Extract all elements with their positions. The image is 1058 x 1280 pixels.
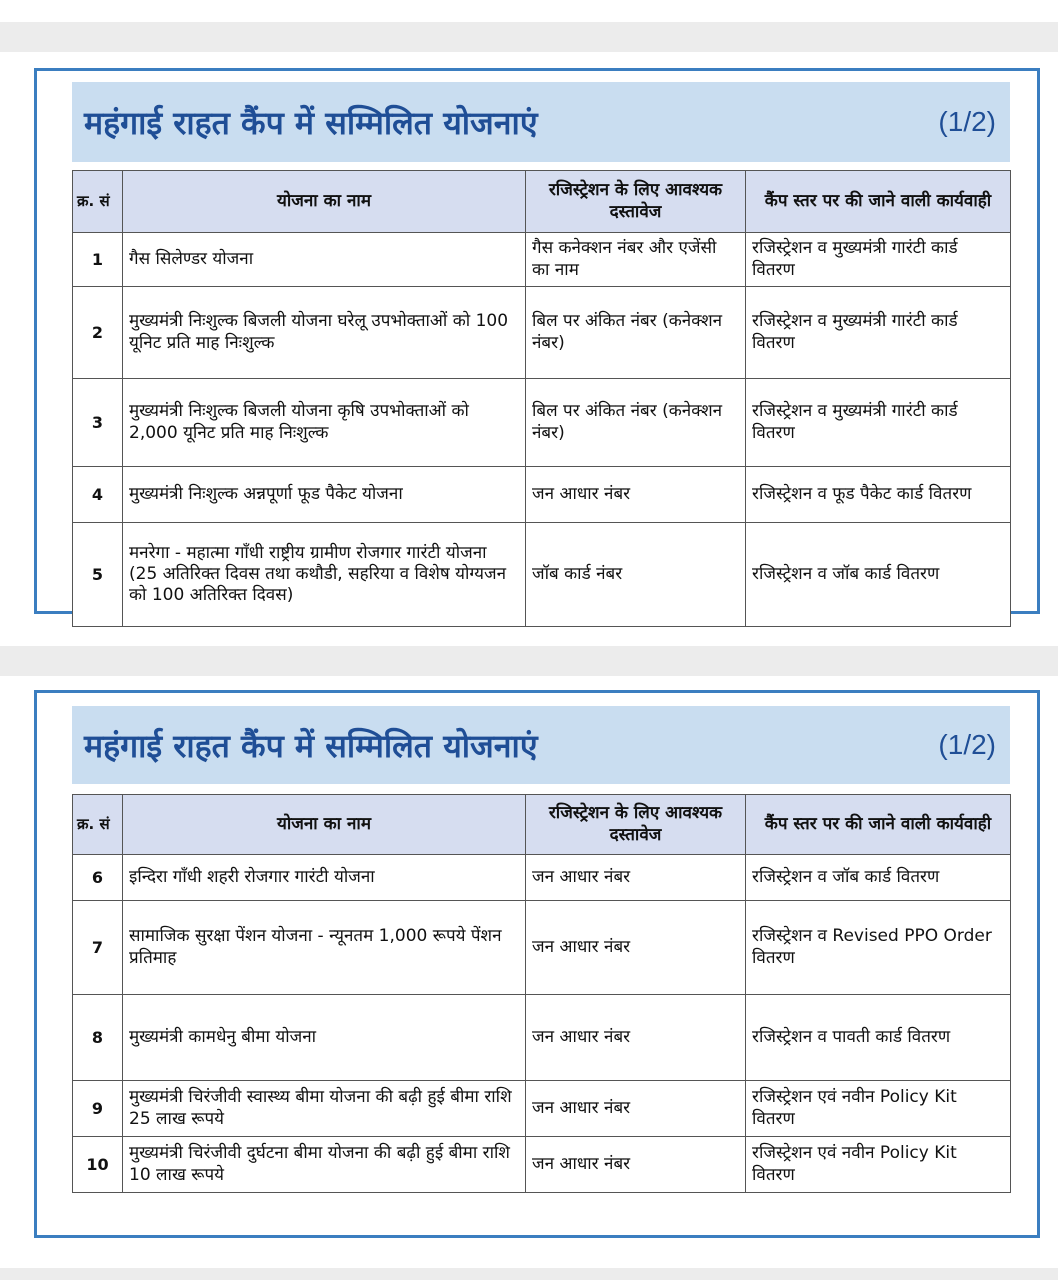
row-serial-no: 1 — [73, 233, 123, 287]
row-scheme-name: मुख्यमंत्री निःशुल्क अन्नपूर्णा फूड पैकेट योजना — [123, 467, 526, 523]
row-camp-action: रजिस्ट्रेशन व पावती कार्ड वितरण — [746, 995, 1011, 1081]
table-row — [73, 995, 1011, 1081]
table-row — [73, 379, 1011, 467]
row-required-documents: जन आधार नंबर — [526, 467, 746, 523]
row-camp-action: रजिस्ट्रेशन व मुख्यमंत्री गारंटी कार्ड वितरण — [746, 379, 1011, 467]
row-serial-no: 9 — [73, 1081, 123, 1137]
slide-1-title: महंगाई राहत कैंप में सम्मिलित योजनाएं — [84, 103, 538, 142]
row-required-documents: जन आधार नंबर — [526, 901, 746, 995]
row-camp-action: रजिस्ट्रेशन व जॉब कार्ड वितरण — [746, 855, 1011, 901]
row-required-documents: जॉब कार्ड नंबर — [526, 523, 746, 627]
row-scheme-name: गैस सिलेण्डर योजना — [123, 233, 526, 287]
row-required-documents: जन आधार नंबर — [526, 1081, 746, 1137]
row-camp-action: रजिस्ट्रेशन व फूड पैकेट कार्ड वितरण — [746, 467, 1011, 523]
slide-1-page-indicator: (1/2) — [938, 106, 996, 137]
row-camp-action: रजिस्ट्रेशन व Revised PPO Order वितरण — [746, 901, 1011, 995]
row-required-documents: जन आधार नंबर — [526, 1137, 746, 1193]
row-scheme-name: मुख्यमंत्री कामधेनु बीमा योजना — [123, 995, 526, 1081]
row-scheme-name: सामाजिक सुरक्षा पेंशन योजना - न्यूनतम 1,000 रूपये पेंशन प्रतिमाह — [123, 901, 526, 995]
table-row — [73, 855, 1011, 901]
row-required-documents: बिल पर अंकित नंबर (कनेक्शन नंबर) — [526, 287, 746, 379]
separator-top — [0, 22, 1058, 52]
row-serial-no: 7 — [73, 901, 123, 995]
row-required-documents: बिल पर अंकित नंबर (कनेक्शन नंबर) — [526, 379, 746, 467]
table-row — [73, 1081, 1011, 1137]
row-camp-action: रजिस्ट्रेशन व जॉब कार्ड वितरण — [746, 523, 1011, 627]
row-camp-action: रजिस्ट्रेशन एवं नवीन Policy Kit वितरण — [746, 1081, 1011, 1137]
row-camp-action: रजिस्ट्रेशन व मुख्यमंत्री गारंटी कार्ड वितरण — [746, 287, 1011, 379]
row-scheme-name: मुख्यमंत्री चिरंजीवी दुर्घटना बीमा योजना की बढ़ी हुई बीमा राशि 10 लाख रूपये — [123, 1137, 526, 1193]
schemes-table-2 — [72, 794, 1011, 1193]
row-camp-action: रजिस्ट्रेशन एवं नवीन Policy Kit वितरण — [746, 1137, 1011, 1193]
row-required-documents: गैस कनेक्शन नंबर और एजेंसी का नाम — [526, 233, 746, 287]
header-camp-action: कैंप स्तर पर की जाने वाली कार्यवाही — [746, 795, 1011, 855]
row-serial-no: 6 — [73, 855, 123, 901]
table-row — [73, 467, 1011, 523]
row-scheme-name: मुख्यमंत्री निःशुल्क बिजली योजना कृषि उपभोक्ताओं को 2,000 यूनिट प्रति माह निःशुल्क — [123, 379, 526, 467]
table-row — [73, 901, 1011, 995]
header-scheme-name: योजना का नाम — [123, 795, 526, 855]
header-camp-action: कैंप स्तर पर की जाने वाली कार्यवाही — [746, 171, 1011, 233]
table-row — [73, 1137, 1011, 1193]
row-scheme-name: इन्दिरा गाँधी शहरी रोजगार गारंटी योजना — [123, 855, 526, 901]
header-scheme-name: योजना का नाम — [123, 171, 526, 233]
row-serial-no: 4 — [73, 467, 123, 523]
row-required-documents: जन आधार नंबर — [526, 855, 746, 901]
table-header-row — [73, 171, 1011, 233]
row-serial-no: 2 — [73, 287, 123, 379]
separator-bottom — [0, 1268, 1058, 1280]
slide-2-banner — [72, 706, 1010, 784]
header-serial-no: क्र. सं — [73, 795, 123, 855]
row-serial-no: 8 — [73, 995, 123, 1081]
separator-middle — [0, 646, 1058, 676]
slide-2-page-indicator: (1/2) — [938, 729, 996, 760]
row-required-documents: जन आधार नंबर — [526, 995, 746, 1081]
table-row — [73, 233, 1011, 287]
header-serial-no: क्र. सं — [73, 171, 123, 233]
row-serial-no: 5 — [73, 523, 123, 627]
row-scheme-name: मुख्यमंत्री निःशुल्क बिजली योजना घरेलू उपभोक्ताओं को 100 यूनिट प्रति माह निःशुल्क — [123, 287, 526, 379]
schemes-table-1 — [72, 170, 1011, 627]
row-serial-no: 10 — [73, 1137, 123, 1193]
row-scheme-name: मुख्यमंत्री चिरंजीवी स्वास्थ्य बीमा योजना की बढ़ी हुई बीमा राशि 25 लाख रूपये — [123, 1081, 526, 1137]
header-required-documents: रजिस्ट्रेशन के लिए आवश्यक दस्तावेज — [526, 795, 746, 855]
row-scheme-name: मनरेगा - महात्मा गाँधी राष्ट्रीय ग्रामीण रोजगार गारंटी योजना (25 अतिरिक्त दिवस तथा कथौडी, सहरिया व विशेष योग्यजन को 100 अतिरिक्त दिवस) — [123, 523, 526, 627]
header-required-documents: रजिस्ट्रेशन के लिए आवश्यक दस्तावेज — [526, 171, 746, 233]
row-serial-no: 3 — [73, 379, 123, 467]
table-row — [73, 287, 1011, 379]
table-row — [73, 523, 1011, 627]
table-header-row — [73, 795, 1011, 855]
row-camp-action: रजिस्ट्रेशन व मुख्यमंत्री गारंटी कार्ड वितरण — [746, 233, 1011, 287]
slide-1-banner — [72, 82, 1010, 162]
slide-2-title: महंगाई राहत कैंप में सम्मिलित योजनाएं — [84, 726, 538, 765]
